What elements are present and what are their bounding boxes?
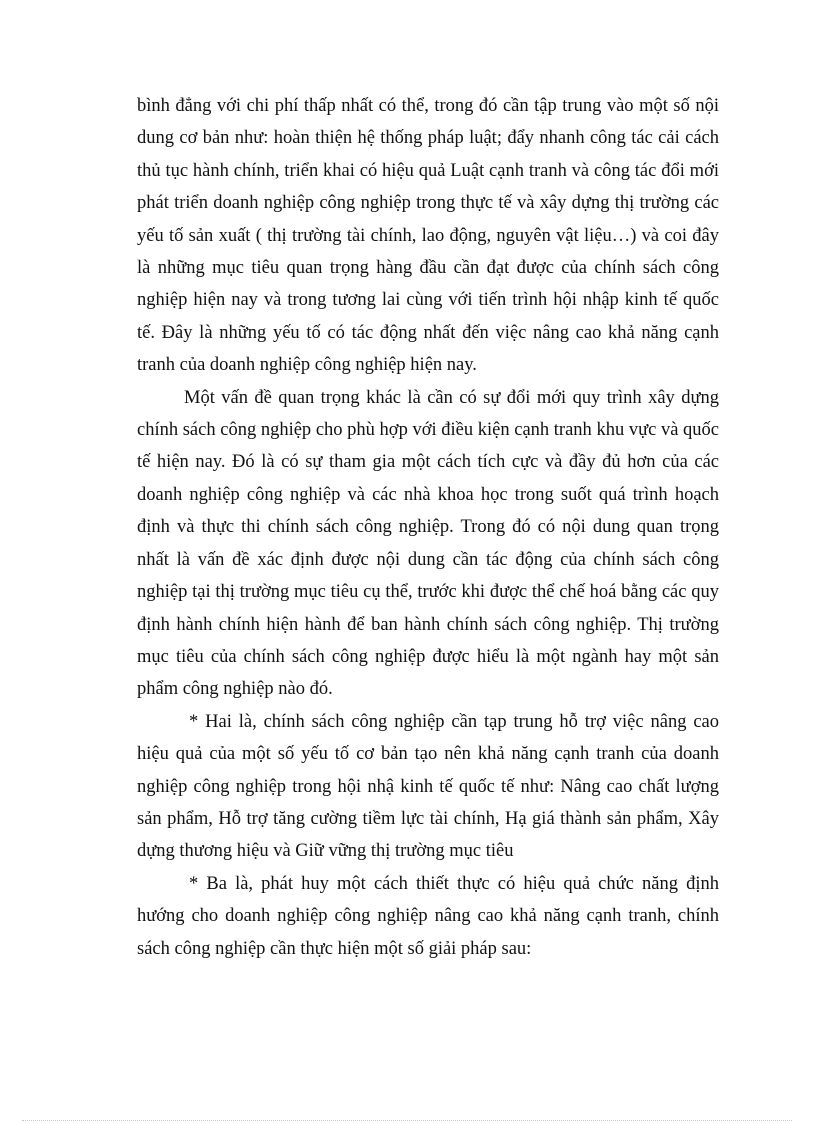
body-text xyxy=(137,90,719,965)
paragraph-point-three: * Ba là, phát huy một cách thiết thực có hiệu quả chức năng định hướng cho doanh nghiệp công nghiệp nâng cao khả năng cạnh tranh, chính sách công nghiệp cần thực hiện một số giải pháp sau: xyxy=(137,873,719,959)
paragraph-point-two: * Hai là, chính sách công nghiệp cần tạp trung hỗ trợ việc nâng cao hiệu quả của một số yếu tố cơ bản tạo nên khả năng cạnh tranh của doanh nghiệp công nghiệp trong hội nhậ kinh tế quốc tế như: Nâng cao chất lượng sản phẩm, Hỗ trợ tăng cường tiềm lực tài chính, Hạ giá thành sản phẩm, Xây dựng thương hiệu và Giữ vững thị trường mục tiêu xyxy=(137,711,719,862)
page-bottom-divider xyxy=(22,1120,792,1121)
paragraph-continuation: bình đẳng với chi phí thấp nhất có thể, trong đó cần tập trung vào một số nội dung cơ bản như: hoàn thiện hệ thống pháp luật; đẩy nhanh công tác cải cách thủ tục hành chính, triển khai có hiệu quả Luật cạnh tranh và công tác đổi mới phát triển doanh nghiệp công nghiệp trong thực tế và xây dựng thị trường các yếu tố sản xuất ( thị trường tài chính, lao động, nguyên vật liệu…) và coi đây là những mục tiêu quan trọng hàng đầu cần đạt được của chính sách công nghiệp hiện nay và trong tương lai cùng với tiến trình hội nhập kinh tế quốc tế. Đây là những yếu tố có tác động nhất đến việc nâng cao khả năng cạnh tranh của doanh nghiệp công nghiệp hiện nay. xyxy=(137,96,719,376)
paragraph-process-reform: Một vấn đề quan trọng khác là cần có sự đổi mới quy trình xây dựng chính sách công nghiệp cho phù hợp với điều kiện cạnh tranh khu vực và quốc tế hiện nay. Đó là có sự tham gia một cách tích cực và đầy đủ hơn của các doanh nghiệp công nghiệp và các nhà khoa học trong suốt quá trình hoạch định và thực thi chính sách công nghiệp. Trong đó có nội dung quan trọng nhất là vấn đề xác định được nội dung cần tác động của chính sách công nghiệp tại thị trường mục tiêu cụ thể, trước khi được thể chế hoá bằng các quy định hành chính hiện hành để ban hành chính sách công nghiệp. Thị trường mục tiêu của chính sách công nghiệp được hiểu là một ngành hay một sản phẩm công nghiệp nào đó. xyxy=(137,387,719,700)
